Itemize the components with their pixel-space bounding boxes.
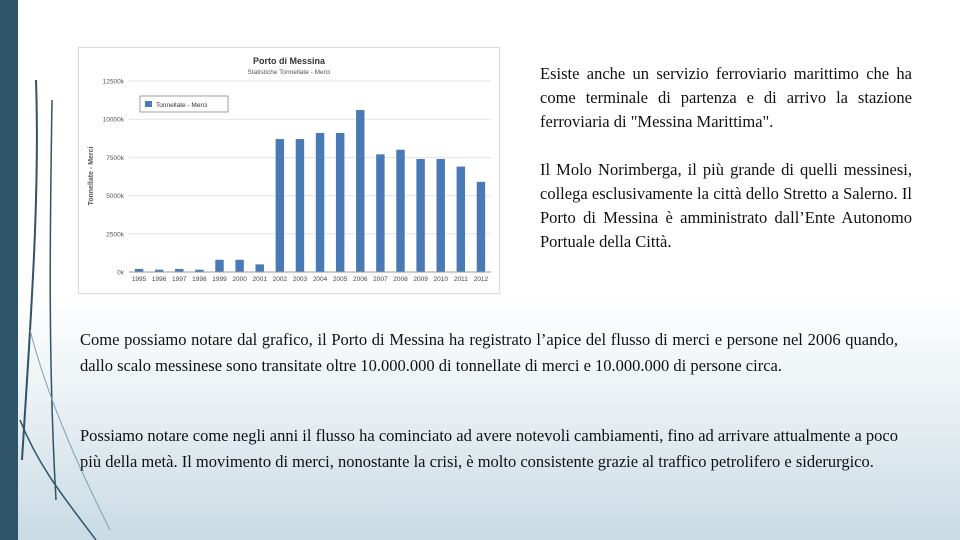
- legend-swatch: [145, 101, 152, 107]
- y-tick-label: 12500k: [102, 78, 124, 86]
- x-tick-label: 2007: [373, 276, 388, 283]
- x-tick-label: 2009: [413, 276, 428, 283]
- x-tick-label: 2002: [272, 276, 288, 283]
- y-tick-label: 2500k: [106, 231, 124, 239]
- x-tick-label: 2004: [312, 276, 328, 283]
- y-tick-label: 5000k: [106, 193, 124, 201]
- x-tick-labels: [132, 276, 489, 283]
- x-tick-label: 1995: [131, 276, 147, 283]
- chart-subtitle: Statistiche Tonnellate - Merci: [247, 69, 331, 76]
- x-tick-label: 2001: [252, 276, 267, 283]
- bar-2006: [356, 110, 364, 272]
- x-tick-label: 1997: [172, 276, 187, 283]
- x-tick-label: 1999: [212, 276, 227, 283]
- bar-2002: [276, 139, 284, 272]
- chart-container: [78, 47, 500, 294]
- paragraph-trend: Possiamo notare come negli anni il flusso ha cominciato ad avere notevoli cambiamenti, fino ad arrivare attualmente a poco più della metà. Il movimento di merci, nonostante la crisi, è molto consistente grazie al traffico petrolifero e siderurgico.: [80, 426, 898, 471]
- x-tick-label: 2008: [393, 276, 408, 283]
- legend: [140, 96, 228, 112]
- bar-2010: [436, 159, 444, 272]
- x-tick-label: 2003: [292, 276, 308, 283]
- bar-2011: [457, 167, 465, 272]
- legend-label: Tonnellate - Merci: [156, 102, 208, 109]
- bar-2007: [376, 154, 384, 272]
- bar-2003: [296, 139, 304, 272]
- bar-chart: [79, 48, 499, 293]
- bar-1999: [215, 260, 223, 272]
- x-tick-label: 2010: [433, 276, 448, 283]
- x-tick-label: 2000: [232, 276, 247, 283]
- bar-2009: [416, 159, 424, 272]
- paragraph-peak-2006: Come possiamo notare dal grafico, il Porto di Messina ha registrato l’apice del flusso di merci e persone nel 2006 quando, dallo scalo messinese sono transitate oltre 10.000.000 di tonnellate di merci e 10.000.000 di persone circa.: [80, 330, 898, 375]
- bars: [135, 110, 485, 272]
- y-tick-labels: [103, 79, 125, 277]
- bar-2005: [336, 133, 344, 272]
- paragraph-ferry-service: Esiste anche un servizio ferroviario marittimo che ha come terminale di partenza e di arrivo la stazione ferroviaria di "Messina Marittima".: [540, 64, 912, 131]
- y-tick-label: 10000k: [102, 116, 124, 124]
- x-tick-label: 2005: [332, 276, 348, 283]
- y-tick-label: 7500k: [106, 154, 124, 162]
- bar-2004: [316, 133, 324, 272]
- bar-2008: [396, 150, 404, 272]
- bar-2000: [235, 260, 243, 272]
- x-tick-label: 2011: [453, 276, 468, 283]
- paragraph-molo-norimberga: Il Molo Norimberga, il più grande di quelli messinesi, collega esclusivamente la città dello Stretto a Salerno. Il Porto di Messina è amministrato dall’Ente Autonomo Portuale della Città.: [540, 160, 912, 251]
- x-tick-label: 1998: [192, 276, 207, 283]
- x-tick-label: 2012: [473, 276, 489, 283]
- x-tick-label: 2006: [353, 276, 368, 283]
- y-axis-label: Tonnellate - Merci: [88, 146, 95, 206]
- x-tick-label: 1996: [151, 276, 167, 283]
- bar-2012: [477, 182, 485, 272]
- bar-2001: [255, 264, 263, 272]
- chart-title: Porto di Messina: [252, 56, 326, 66]
- y-tick-label: 0k: [117, 269, 124, 277]
